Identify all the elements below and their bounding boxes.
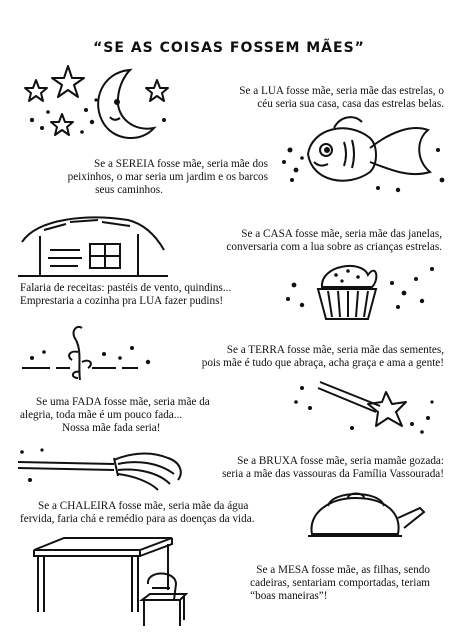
house-icon (18, 210, 168, 280)
stanza-bruxa (222, 455, 444, 481)
stanza-line: Se a CASA fosse mãe, seria mãe das janelas, (241, 228, 442, 240)
stanza-line: fervida, faria chá e remédio para as doenças da vida. (20, 513, 255, 525)
magic-wand-icon (282, 372, 442, 442)
stanza-line: alegria, toda mãe é um pouco fada... (20, 409, 183, 421)
stanza-line: conversaria com a lua sobre as crianças estrelas. (226, 241, 442, 253)
stanza-line: céu seria sua casa, casa das estrelas belas. (257, 98, 444, 110)
stanza-line: Se uma FADA fosse mãe, seria mãe da (36, 396, 210, 408)
table-chair-icon (20, 530, 200, 630)
kettle-icon (292, 484, 442, 544)
stanza-casa (226, 228, 442, 254)
stanza-terra (202, 344, 444, 370)
fish-icon (278, 110, 448, 200)
stanza-chaleira (20, 500, 255, 526)
stanza-line: Emprestaria a cozinha pra LUA fazer pudins! (20, 295, 224, 307)
stanza-line: Falaria de receitas: pastéis de vento, quindins... (20, 282, 232, 294)
stanza-line: cadeiras, sentariam comportadas, teriam (250, 577, 430, 589)
stanza-line: Nossa mãe fada seria! (62, 422, 161, 434)
moon-stars-icon (22, 62, 172, 147)
broom-icon (18, 440, 188, 492)
cupcake-icon (282, 255, 442, 325)
stanza-sereia (20, 158, 268, 197)
page-title: “SE AS COISAS FOSSEM MÃES” (93, 40, 365, 56)
stanza-line: Se a TERRA fosse mãe, seria mãe das sementes, (226, 344, 444, 356)
stanza-fada (20, 396, 210, 435)
stanza-receitas (20, 282, 231, 308)
stanza-line: Se a LUA fosse mãe, seria mãe das estrelas, o (239, 85, 444, 97)
stanza-line: Se a SEREIA fosse mãe, seria mãe dos (94, 158, 268, 170)
stanza-lua (239, 85, 444, 111)
stanza-mesa (250, 564, 430, 603)
stanza-line: pois mãe é tudo que abraça, acha graça e ama a gente! (201, 357, 444, 369)
stanza-line: Se a MESA fosse mãe, as filhas, sendo (256, 564, 430, 576)
stanza-line: Se a CHALEIRA fosse mãe, seria mãe da água (38, 500, 249, 512)
stanza-line: seria a mãe das vassouras da Família Vassourada! (222, 468, 444, 480)
stanza-line: seus caminhos. (95, 184, 163, 196)
stanza-line: Se a BRUXA fosse mãe, seria mamãe gozada: (237, 455, 444, 467)
sprout-icon (20, 322, 160, 382)
stanza-line: peixinhos, o mar seria um jardim e os barcos (67, 171, 268, 183)
stanza-line: “boas maneiras”! (250, 590, 328, 602)
